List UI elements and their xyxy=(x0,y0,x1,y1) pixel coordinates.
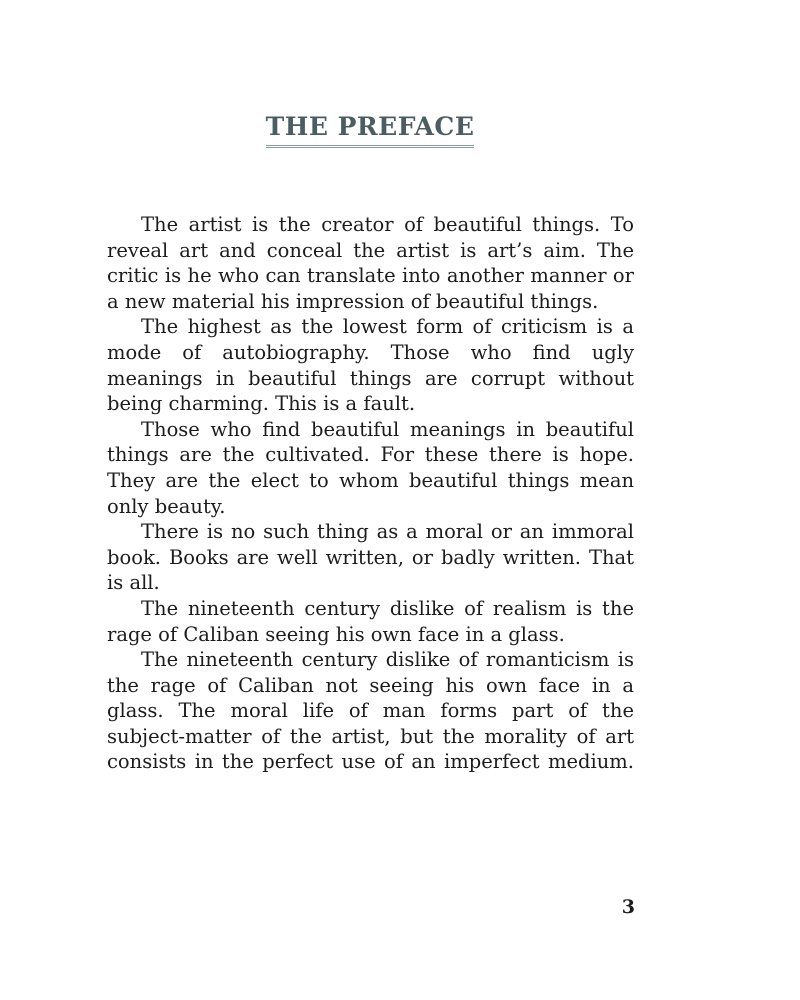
paragraph: The nineteenth century dislike of romanticism is the rage of Caliban not seeing his own face in a glass. The moral life of man forms part of the subject-matter of the artist, but the morality of art consists in the perfect use of an imperfect medium. xyxy=(107,648,634,774)
paragraph: The artist is the creator of beautiful things. To reveal art and conceal the artist is art’s aim. The critic is he who can translate into another manner or a new material his impression of beautiful things. xyxy=(107,213,634,313)
heading-container xyxy=(0,112,740,148)
paragraph: There is no such thing as a moral or an immoral book. Books are well written, or badly written. That is all. xyxy=(107,520,634,595)
paragraph: The nineteenth century dislike of realism is the rage of Caliban seeing his own face in a glass. xyxy=(107,596,634,646)
paragraph: The highest as the lowest form of criticism is a mode of autobiography. Those who find ugly meanings in beautiful things are corrupt without being charming. This is a fault. xyxy=(107,315,634,416)
page-title: THE PREFACE xyxy=(266,112,475,148)
page-number: 3 xyxy=(621,896,635,918)
preface-body xyxy=(107,212,634,775)
paragraph: Those who find beautiful meanings in beautiful things are the cultivated. For these there is hope. They are the elect to whom beautiful things mean only beauty. xyxy=(107,417,634,518)
